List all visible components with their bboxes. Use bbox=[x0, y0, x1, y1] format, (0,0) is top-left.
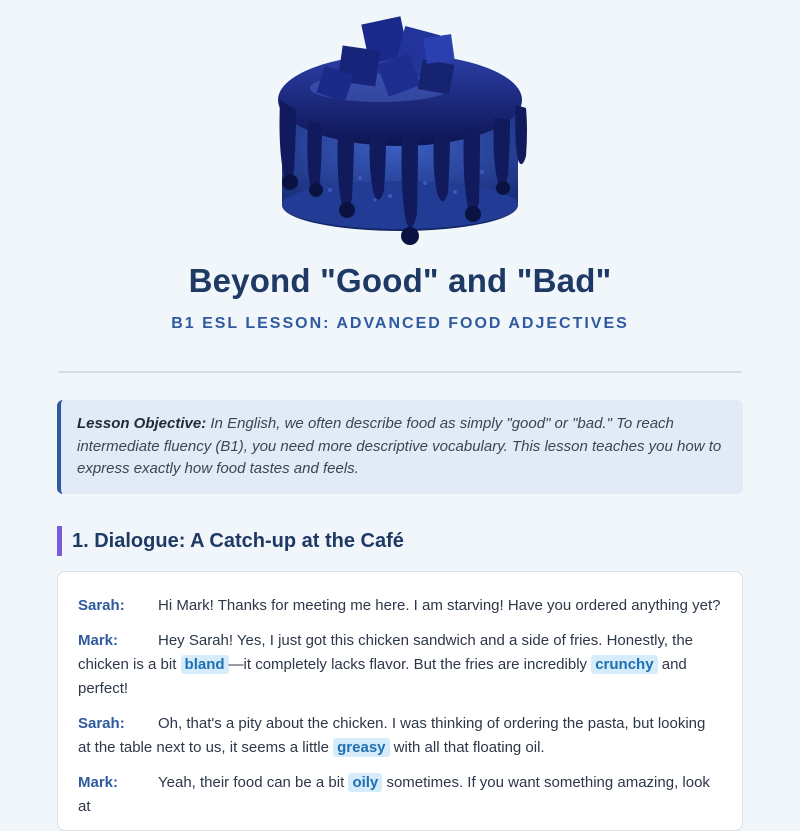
speaker-name: Mark: bbox=[78, 632, 119, 649]
dialogue-text: and perfect! bbox=[78, 656, 687, 697]
objective-text: In English, we often describe food as simply "good" or "bad." To reach intermediate fluency (B1), you need more descriptive vocabulary. This lesson teaches you how to express exactly how food tastes and feels. bbox=[77, 415, 722, 477]
dialogue-line bbox=[78, 712, 722, 760]
blue-cake-image bbox=[250, 0, 550, 262]
vocab-highlight: crunchy bbox=[591, 655, 657, 674]
dialogue-text: —it completely lacks flavor. But the fries are incredibly bbox=[228, 656, 592, 673]
page-title: Beyond "Good" and "Bad" bbox=[188, 262, 612, 299]
hero-image bbox=[0, 0, 800, 262]
dialogue-text: Oh, that's a pity about the chicken. I was thinking of ordering the pasta, but looking at the table next to us, it seems a little bbox=[78, 715, 706, 756]
page-subtitle: B1 ESL LESSON: ADVANCED FOOD ADJECTIVES bbox=[171, 315, 629, 332]
divider bbox=[58, 371, 742, 373]
dialogue-text: Hi Mark! Thanks for meeting me here. I am starving! Have you ordered anything yet? bbox=[158, 597, 721, 614]
objective-label: Lesson Objective: bbox=[77, 415, 207, 432]
vocab-highlight: greasy bbox=[333, 738, 389, 757]
speaker-name: Mark: bbox=[78, 774, 119, 791]
lesson-objective-box bbox=[57, 400, 743, 494]
section-heading-dialogue: 1. Dialogue: A Catch-up at the Café bbox=[57, 526, 404, 556]
speaker-name: Sarah: bbox=[78, 715, 125, 732]
dialogue-card bbox=[57, 571, 743, 831]
dialogue-text: Yeah, their food can be a bit bbox=[158, 774, 349, 791]
vocab-highlight: bland bbox=[181, 655, 229, 674]
dialogue-text: Hey Sarah! Yes, I just got this chicken sandwich and a side of fries. Honestly, the chicken is a bit bbox=[78, 632, 694, 673]
dialogue-line bbox=[78, 771, 722, 819]
dialogue-line bbox=[78, 629, 722, 701]
dialogue-text: sometimes. If you want something amazing, look at bbox=[78, 774, 710, 815]
vocab-highlight: oily bbox=[348, 773, 382, 792]
dialogue-text: with all that floating oil. bbox=[389, 739, 545, 756]
dialogue-line bbox=[78, 594, 722, 618]
speaker-name: Sarah: bbox=[78, 597, 125, 614]
